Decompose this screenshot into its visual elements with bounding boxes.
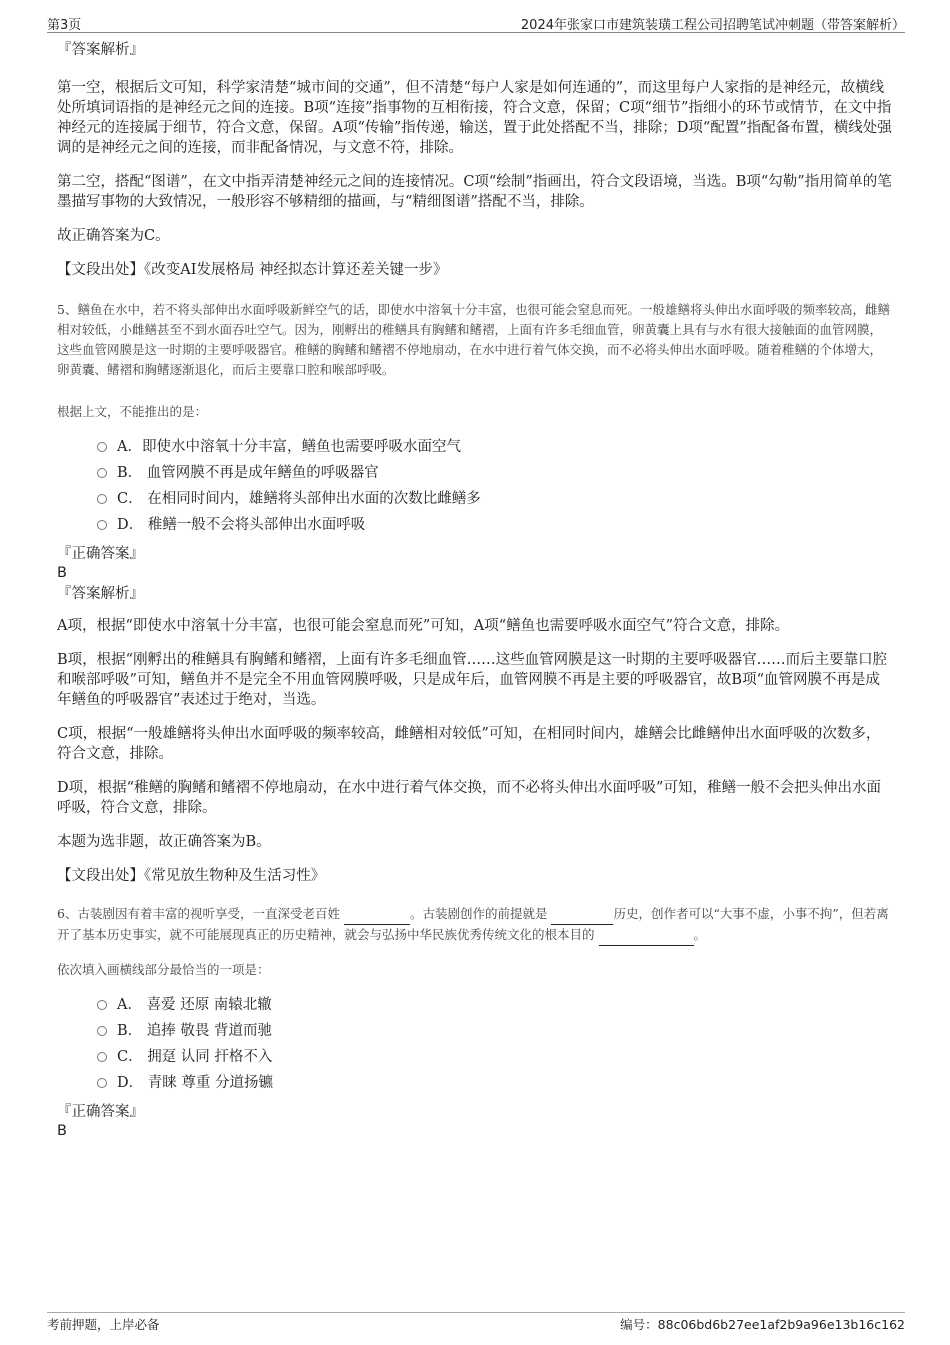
q4-conclusion: 故正确答案为C。	[57, 228, 170, 244]
footer-slogan: 考前押题，上岸必备	[47, 1317, 160, 1332]
q5-analysis-c: C项，根据“一般雄鳝将头伸出水面呼吸的频率较高，雌鳝相对较低”可知，在相同时间内，雄鳝会比雌鳝伸出水面呼吸的次数多，符合文意，排除。	[57, 726, 881, 762]
q5-stem: 5、鳝鱼在水中，若不将头部伸出水面呼吸新鲜空气的话，即使水中溶氧十分丰富，也很可能会窒息而死。一般雄鳝将头伸出水面呼吸的频率较高，雌鳝相对较低，小雌鳝甚至不到水面吞吐空气。因为，刚孵出的稚鳝具有胸鳍和鳍褶，上面有许多毛细血管，卵黄囊上具有与水有很大接触面的血管网膜，这些血管网膜是这一时期的主要呼吸器官。稚鳝的胸鳍和鳍褶不停地扇动，在水中进行着气体交换，而不必将头伸出水面呼吸。随着稚鳝的个体增大，卵黄囊、鳍褶和胸鳍逐渐退化，而后主要靠口腔和喉部呼吸。	[57, 302, 890, 377]
q6-answer-label: 『正确答案』	[57, 1104, 144, 1120]
q5-question: 根据上文，不能推出的是：	[57, 404, 208, 419]
document-title: 2024年张家口市建筑装璜工程公司招聘笔试冲刺题（带答案解析）	[520, 18, 905, 33]
radio-button[interactable]	[97, 1052, 107, 1062]
q5-options	[97, 434, 893, 538]
q4-source: 【文段出处】《改变AI发展格局 神经拟态计算还差关键一步》	[57, 262, 448, 278]
option-label: C． 在相同时间内，雄鳝将头部伸出水面的次数比雌鳝多	[117, 491, 481, 507]
radio-button[interactable]	[97, 1026, 107, 1036]
q6-answer: B	[57, 1123, 67, 1139]
blank-2	[551, 904, 613, 925]
q6-option-c[interactable]	[97, 1044, 893, 1070]
page-header	[47, 10, 905, 33]
radio-button[interactable]	[97, 442, 107, 452]
option-label: B． 血管网膜不再是成年鳝鱼的呼吸器官	[117, 465, 379, 481]
option-label: D． 青睐 尊重 分道扬镳	[117, 1075, 273, 1091]
q4-analysis-para-2: 第二空，搭配“图谱”，在文中指弄清楚神经元之间的连接情况。C项“绘制”指画出，符合文段语境，当选。B项“勾勒”指用简单的笔墨描写事物的大致情况，一般形容不够精细的描画，与“精细图谱”搭配不当，排除。	[57, 174, 892, 210]
q6-option-b[interactable]	[97, 1018, 893, 1044]
q5-analysis-b: B项，根据“刚孵出的稚鳝具有胸鳍和鳍褶，上面有许多毛细血管……这些血管网膜是这一时期的主要呼吸器官……而后主要靠口腔和喉部呼吸”可知，鳝鱼并不是完全不用血管网膜呼吸，只是成年后，血管网膜不再是主要的呼吸器官，故B项“血管网膜不再是成年鳝鱼的呼吸器官”表述过于绝对，当选。	[57, 652, 888, 708]
radio-button[interactable]	[97, 468, 107, 478]
option-label: A．即使水中溶氧十分丰富，鳝鱼也需要呼吸水面空气	[117, 439, 461, 455]
q6-option-a[interactable]	[97, 992, 893, 1018]
q5-analysis-a: A项，根据“即使水中溶氧十分丰富，也很可能会窒息而死”可知，A项“鳝鱼也需要呼吸水面空气”符合文意，排除。	[57, 618, 790, 634]
radio-button[interactable]	[97, 494, 107, 504]
q4-analysis-label: 『答案解析』	[57, 42, 144, 58]
q6-option-d[interactable]	[97, 1070, 893, 1096]
q5-option-c[interactable]	[97, 486, 893, 512]
page-footer	[47, 1312, 905, 1333]
radio-button[interactable]	[97, 520, 107, 530]
q5-analysis-d: D项，根据“稚鳝的胸鳍和鳍褶不停地扇动，在水中进行着气体交换，而不必将头伸出水面呼吸”可知，稚鳝一般不会把头伸出水面呼吸，符合文意，排除。	[57, 780, 881, 816]
q5-answer-label: 『正确答案』	[57, 546, 144, 562]
option-label: B． 追捧 敬畏 背道而驰	[117, 1023, 272, 1039]
option-label: A． 喜爱 还原 南辕北辙	[117, 997, 272, 1013]
page-content	[57, 40, 893, 1140]
q6-options	[97, 992, 893, 1096]
q5-option-d[interactable]	[97, 512, 893, 538]
radio-button[interactable]	[97, 1000, 107, 1010]
q5-conclusion: 本题为选非题，故正确答案为B。	[57, 834, 271, 850]
q5-option-b[interactable]	[97, 460, 893, 486]
page-number: 第3页	[47, 18, 82, 33]
blank-1	[344, 904, 410, 925]
q4-analysis-para-1: 第一空，根据后文可知，科学家清楚“城市间的交通”，但不清楚“每户人家是如何连通的”，而这里每户人家指的是神经元，故横线处所填词语指的是神经元之间的连接。B项“连接”指事物的互相衔接，符合文意，保留；C项“细节”指细小的环节或情节，在文中指神经元的连接属于细节，符合文意，保留。A项“传输”指传递，输送，置于此处搭配不当，排除；D项“配置”指配备布置，横线处强调的是神经元之间的连接，而非配备情况，与文意不符，排除。	[57, 80, 892, 156]
q5-answer: B	[57, 565, 67, 581]
q6-stem: 6、古装剧因有着丰富的视听享受，一直深受老百姓 。古装剧创作的前提就是 历史，创作者可以“大事不虚，小事不拘”，但若离开了基本历史事实，就不可能展现真正的历史精神，就会与弘扬中华民族优秀传统文化的根本目的 。	[57, 904, 893, 946]
q5-source: 【文段出处】《常见放生物种及生活习性》	[57, 868, 326, 884]
option-label: D． 稚鳝一般不会将头部伸出水面呼吸	[117, 517, 366, 533]
option-label: C． 拥趸 认同 扞格不入	[117, 1049, 273, 1065]
q5-option-a[interactable]	[97, 434, 893, 460]
blank-3	[599, 925, 694, 946]
document-id: 编号：88c06bd6b27ee1af2b9a96e13b16c162	[620, 1317, 905, 1332]
q5-analysis-label: 『答案解析』	[57, 586, 144, 602]
q6-question: 依次填入画横线部分最恰当的一项是：	[57, 962, 270, 977]
radio-button[interactable]	[97, 1078, 107, 1088]
